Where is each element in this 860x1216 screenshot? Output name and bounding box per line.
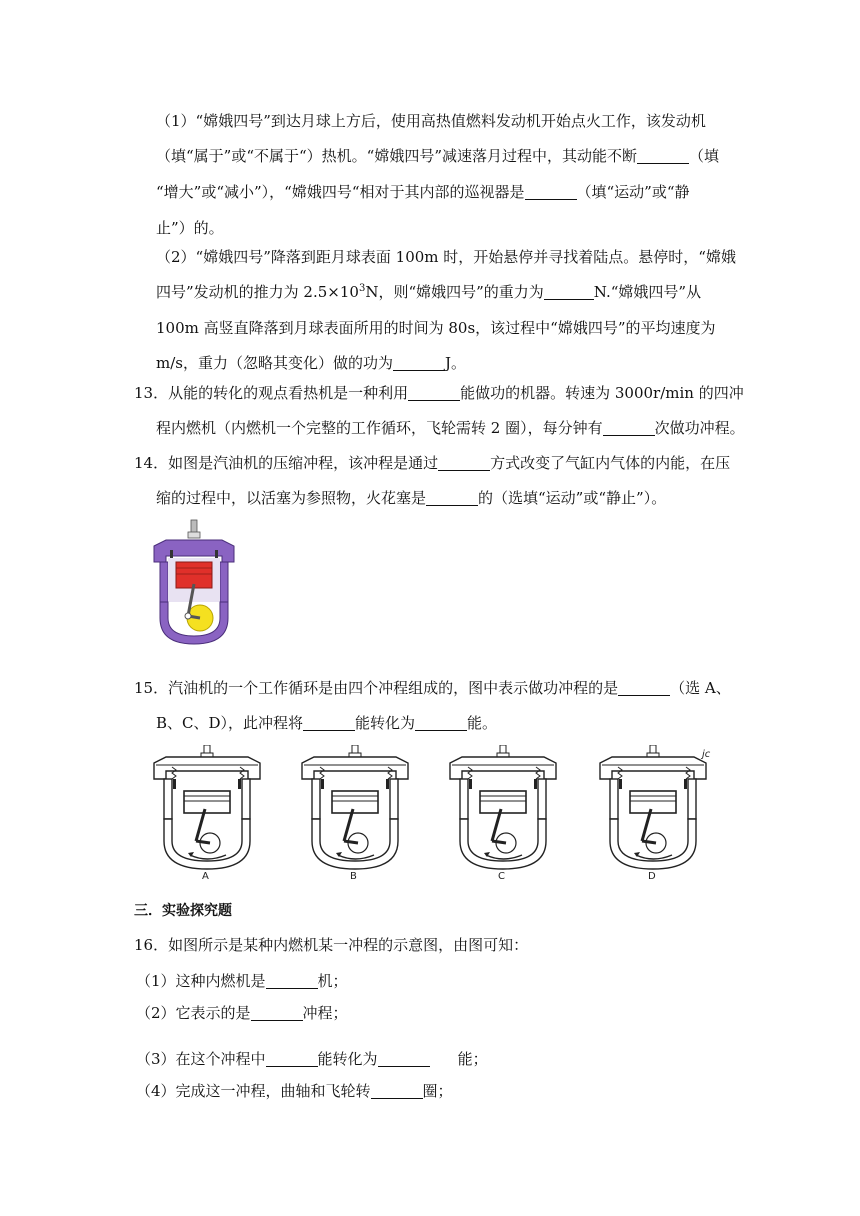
engine-a-icon bbox=[154, 745, 260, 869]
answer-blank[interactable] bbox=[525, 183, 577, 200]
q12-p2-line4: m/s，重力（忽略其变化）做的功为 J。 bbox=[156, 354, 466, 372]
engine-label-a: A bbox=[202, 871, 209, 880]
q15-line2: B、C、D），此冲程将 能转化为 能。 bbox=[156, 714, 498, 732]
q12-p2-line3: 100m 高竖直降落到月球表面所用的时间为 80s，该过程中“嫦娥四号”的平均速度为 bbox=[156, 319, 716, 337]
q16-sub1: （1）这种内燃机是 机； bbox=[136, 972, 348, 990]
q12-p1-line3: “增大”或“减小”），“嫦娥四号“相对于其内部的巡视器是 （填“运动”或“静 bbox=[156, 183, 690, 201]
q12-p1-line4: 止”）的。 bbox=[156, 219, 224, 237]
engine-label-b: B bbox=[350, 871, 357, 880]
answer-blank[interactable] bbox=[438, 454, 490, 471]
answer-blank[interactable] bbox=[266, 972, 318, 989]
q12-p1-line2: （填“属于”或“不属于“）热机。“嫦娥四号”减速落月过程中，其动能不断 （填 bbox=[156, 147, 720, 165]
answer-blank[interactable] bbox=[603, 419, 655, 436]
q14-line1: 14．如图是汽油机的压缩冲程，该冲程是通过 方式改变了气缸内气体的内能，在压 bbox=[134, 454, 731, 472]
answer-blank[interactable] bbox=[544, 283, 594, 300]
q13-line2: 程内燃机（内燃机一个完整的工作循环，飞轮需转 2 圈），每分钟有 次做功冲程。 bbox=[156, 419, 745, 437]
answer-blank[interactable] bbox=[426, 489, 478, 506]
answer-blank[interactable] bbox=[371, 1082, 423, 1099]
compression-stroke-engine-figure bbox=[148, 518, 240, 648]
engine-label-c: C bbox=[498, 871, 505, 880]
answer-blank[interactable] bbox=[618, 679, 670, 696]
q16-sub4: （4）完成这一冲程，曲轴和飞轮转 圈； bbox=[136, 1082, 453, 1100]
engine-b-icon bbox=[302, 745, 408, 869]
answer-blank[interactable] bbox=[393, 354, 445, 371]
q12-p2-line1: （2）“嫦娥四号”降落到距月球表面 100m 时，开始悬停并寻找着陆点。悬停时，“嫦娥 bbox=[156, 248, 736, 266]
answer-blank[interactable] bbox=[266, 1050, 318, 1067]
q14-line2: 缩的过程中，以活塞为参照物，火花塞是 的（选填“运动”或“静止”）。 bbox=[156, 489, 667, 507]
watermark-text: jc bbox=[702, 749, 711, 760]
answer-blank[interactable] bbox=[415, 714, 467, 731]
q16-sub2: （2）它表示的是 冲程； bbox=[136, 1004, 348, 1022]
q12-p1-line1: （1）“嫦娥四号”到达月球上方后，使用高热值燃料发动机开始点火工作，该发动机 bbox=[156, 112, 706, 130]
answer-blank[interactable] bbox=[637, 147, 689, 164]
engine-label-d: D bbox=[648, 871, 656, 880]
answer-blank[interactable] bbox=[251, 1004, 303, 1021]
four-stroke-engines-figure bbox=[150, 745, 720, 880]
q16-sub3: （3）在这个冲程中 能转化为 能； bbox=[136, 1050, 488, 1068]
answer-blank[interactable] bbox=[303, 714, 355, 731]
answer-blank[interactable] bbox=[378, 1050, 430, 1067]
engine-d-icon bbox=[600, 745, 706, 869]
q12-p2-line2: 四号”发动机的推力为 $2.5\times 10^3N$，则“嫦娥四号”的重力为 N.“嫦娥四号”从 bbox=[156, 283, 702, 301]
q16-intro: 16．如图所示是某种内燃机某一冲程的示意图，由图可知： bbox=[134, 936, 529, 954]
q15-line1: 15．汽油机的一个工作循环是由四个冲程组成的，图中表示做功冲程的是 （选 A、 bbox=[134, 679, 731, 697]
section-title: 三．实验探究题 bbox=[134, 903, 232, 919]
answer-blank[interactable] bbox=[408, 384, 460, 401]
engine-c-icon bbox=[450, 745, 556, 869]
q13-line1: 13．从能的转化的观点看热机是一种利用 能做功的机器。转速为 3000r/min 的四冲 bbox=[134, 384, 744, 402]
